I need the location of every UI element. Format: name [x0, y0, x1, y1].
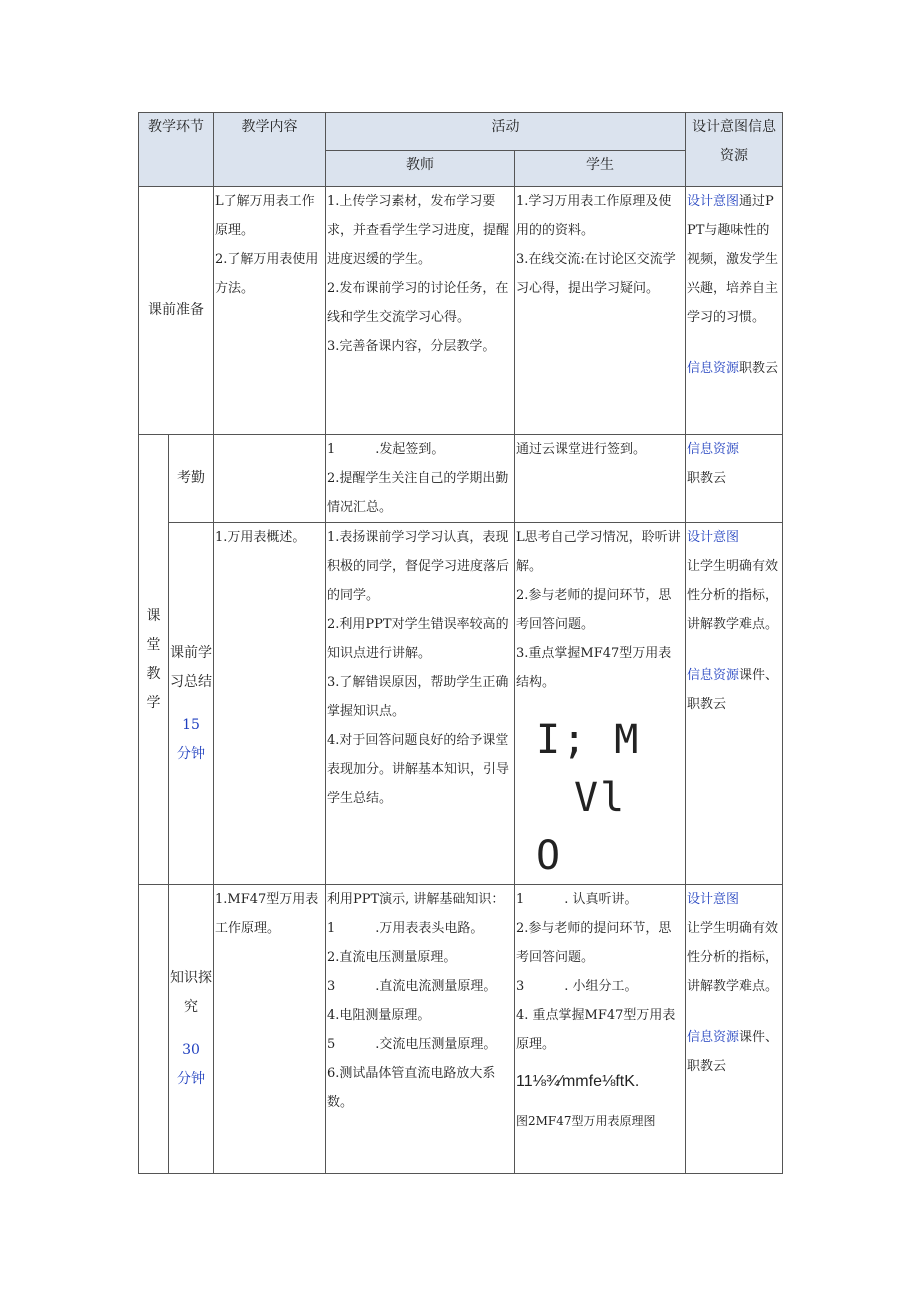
- header-activity: 活动: [326, 113, 686, 151]
- figure-caption: 图2MF47型万用表原理图: [516, 1114, 656, 1128]
- stage-attendance: 考勤: [169, 435, 214, 523]
- pre-class-teacher: 1.上传学习素材，发布学习要求，并查看学生学习进度，提醒进度迟缓的学生。 2.发布课前学习的讨论任务，在线和学生交流学习心得。 3.完善备课内容，分层教学。: [326, 187, 515, 435]
- review-student: L思考自己学习情况，聆听讲解。 2.参与老师的提问环节，思考回答问题。 3.重点掌握MF47型万用表结构。 I; M Vl O: [515, 523, 686, 885]
- garbled-formula-text: 11⅛¾⁄mmfe⅛ftK.: [516, 1073, 640, 1090]
- review-content: 1.万用表概述。: [214, 523, 326, 885]
- review-teacher: 1.表扬课前学习学习认真，表现积极的同学，督促学习进度落后的同学。 2.利用PPT对学生错误率较高的知识点进行讲解。 3.了解错误原因，帮助学生正确掌握知识点。 4.对于回答问题良好的给予课堂表现加分。讲解基本知识，引导学生总结。: [326, 523, 515, 885]
- header-design: 设计意图信息资源: [686, 113, 783, 187]
- lesson-plan-table: [138, 112, 783, 1174]
- header-stage: 教学环节: [139, 113, 214, 187]
- attendance-design: 信息资源 职教云: [686, 435, 783, 523]
- header-content: 教学内容: [214, 113, 326, 187]
- classroom-continued: [139, 885, 169, 1174]
- pre-class-design: 设计意图通过PPT与趣味性的视频，激发学生兴趣，培养自主学习的习惯。 信息资源职教云: [686, 187, 783, 435]
- stage-review: 课前学习总结 15 分钟: [169, 523, 214, 885]
- attendance-content: [214, 435, 326, 523]
- stage-explore: 知识探究 30 分钟: [169, 885, 214, 1174]
- attendance-teacher: 1 .发起签到。 2.提醒学生关注自己的学期出勤情况汇总。: [326, 435, 515, 523]
- diagram-glyph-text: I; M Vl O: [536, 717, 641, 879]
- explore-design: 设计意图 让学生明确有效性分析的指标，讲解教学难点。 信息资源课件、职教云: [686, 885, 783, 1174]
- explore-student: 1 . 认真听讲。 2.参与老师的提问环节，思考回答问题。 3 . 小组分工。 4. 重点掌握MF47型万用表原理。 11⅛¾⁄mmfe⅛ftK. 图2MF47型万用表原理图: [515, 885, 686, 1174]
- stage-pre-class: 课前准备: [139, 187, 214, 435]
- explore-teacher: 利用PPT演示, 讲解基础知识： 1 .万用表表头电路。 2.直流电压测量原理。 3 .直流电流测量原理。 4.电阻测量原理。 5 .交流电压测量原理。 6.测试晶体管直流电路放大系数。: [326, 885, 515, 1174]
- pre-class-student: 1.学习万用表工作原理及使用的的资料。 3.在线交流:在讨论区交流学习心得，提出学习疑问。: [515, 187, 686, 435]
- stage-classroom: 课堂教学: [139, 435, 169, 885]
- attendance-student: 通过云课堂进行签到。: [515, 435, 686, 523]
- pre-class-content: L了解万用表工作原理。 2.了解万用表使用方法。: [214, 187, 326, 435]
- header-teacher: 教师: [326, 151, 515, 187]
- explore-content: 1.MF47型万用表工作原理。: [214, 885, 326, 1174]
- header-student: 学生: [515, 151, 686, 187]
- review-design: 设计意图 让学生明确有效性分析的指标，讲解教学难点。 信息资源课件、职教云: [686, 523, 783, 885]
